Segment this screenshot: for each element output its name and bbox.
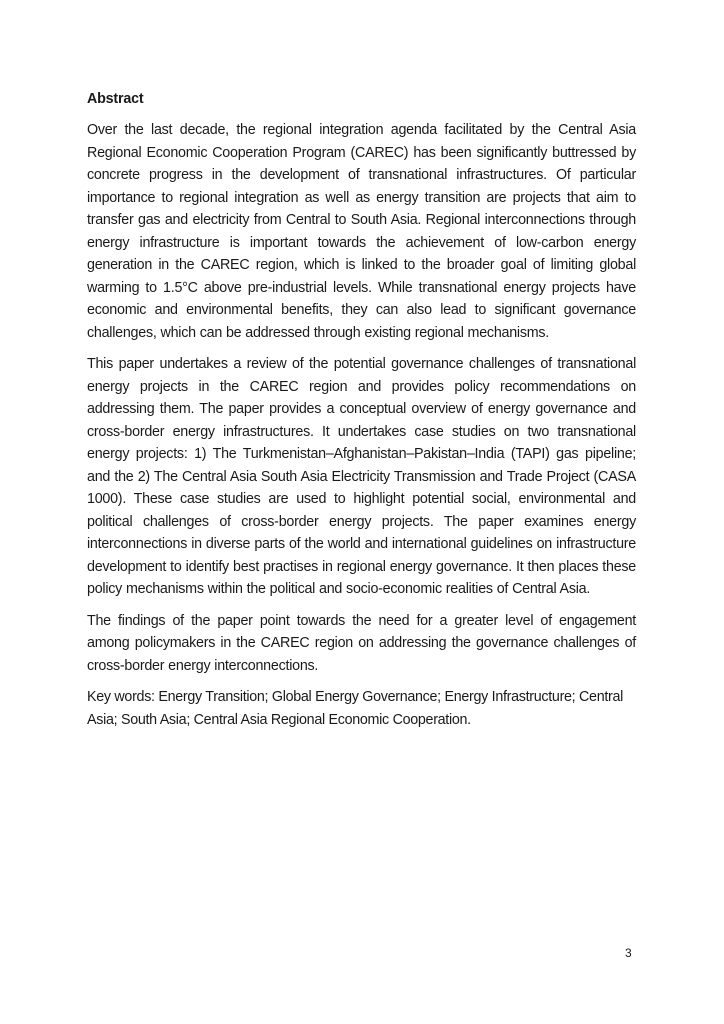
abstract-section xyxy=(87,88,636,731)
abstract-paragraph-3: The findings of the paper point towards the need for a greater level of engagement among policymakers in the CAREC region on addressing the governance challenges of cross-border energy interconnections. xyxy=(87,612,636,674)
page-number: 3 xyxy=(625,946,632,960)
keywords-line: Key words: Energy Transition; Global Energy Governance; Energy Infrastructure; Central Asia; South Asia; Central Asia Regional Economic Cooperation. xyxy=(87,689,624,728)
abstract-heading: Abstract xyxy=(87,91,144,107)
abstract-paragraph-2: This paper undertakes a review of the potential governance challenges of transnational energy projects in the CAREC region and provides policy recommendations on addressing them. The paper provides a conceptual overview of energy governance and cross-border energy infrastructures. It undertakes case studies on two transnational energy projects: 1) The Turkmenistan–Afghanistan–Pakistan–India (TAPI) gas pipeline; and the 2) The Central Asia South Asia Electricity Transmission and Trade Project (CASA 1000). These case studies are used to highlight potential social, environmental and political challenges of cross-border energy projects. The paper examines energy interconnections in diverse parts of the world and international guidelines on infrastructure development to identify best practises in regional energy governance. It then places these policy mechanisms within the political and socio-economic realities of Central Asia. xyxy=(87,356,636,597)
abstract-paragraph-1: Over the last decade, the regional integration agenda facilitated by the Central Asia Regional Economic Cooperation Program (CAREC) has been significantly buttressed by concrete progress in the development of transnational infrastructures. Of particular importance to regional integration as well as energy transition are projects that aim to transfer gas and electricity from Central to South Asia. Regional interconnections through energy infrastructure is important towards the achievement of low-carbon energy generation in the CAREC region, which is linked to the broader goal of limiting global warming to 1.5°C above pre-industrial levels. While transnational energy projects have economic and environmental benefits, they can also lead to significant governance challenges, which can be addressed through existing regional mechanisms. xyxy=(87,122,636,341)
